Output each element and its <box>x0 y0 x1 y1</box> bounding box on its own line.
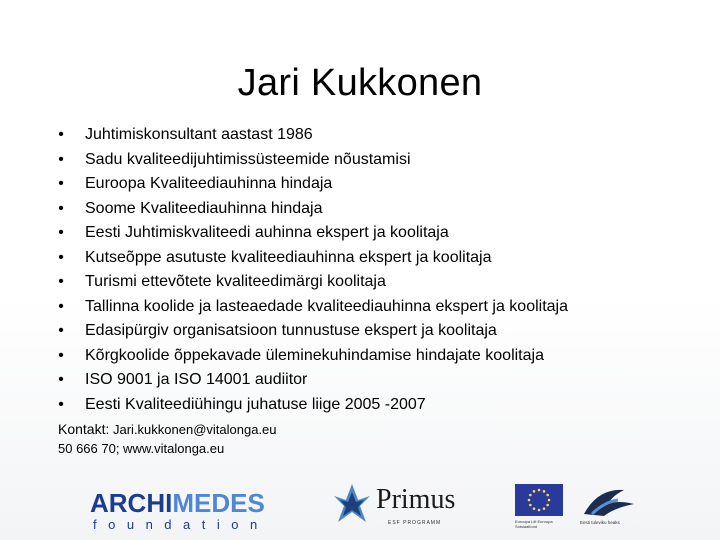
bullet-text: Eesti Juhtimiskvaliteedi auhinna ekspert ja koolitaja <box>85 224 449 241</box>
bullet-glyph: • <box>58 150 64 168</box>
eu-star <box>529 494 532 497</box>
bullet-text: Juhtimiskonsultant aastast 1986 <box>85 126 313 143</box>
eu-caption: Euroopa Liit Euroopa Sotsiaalfond <box>515 519 553 529</box>
bullet-item <box>55 221 568 246</box>
bullet-text: Edasipürgiv organisatsioon tunnustuse ekspert ja koolitaja <box>85 322 497 339</box>
eu-star <box>543 507 546 510</box>
eu-stars <box>515 484 563 516</box>
contact-email[interactable]: Jari.kukkonen@vitalonga.eu <box>113 422 277 437</box>
bullet-item <box>55 344 568 369</box>
bullet-item <box>55 319 568 344</box>
estonia-caption: Eesti tuleviku heaks <box>580 520 620 525</box>
eu-star <box>538 489 541 492</box>
eu-star <box>548 499 551 502</box>
bullet-glyph: • <box>58 371 64 388</box>
bullet-glyph: • <box>58 273 64 290</box>
eu-star <box>543 490 546 493</box>
bullet-item <box>55 197 568 222</box>
bullet-text: Kõrgkoolide õppekavade üleminekuhindamise hindajate koolitaja <box>85 346 544 364</box>
contact-line-2: 50 666 70; www.vitalonga.eu <box>58 441 225 456</box>
primus-name: Primus <box>376 484 456 515</box>
estonia-logo <box>578 484 638 528</box>
bullet-glyph: • <box>58 199 64 217</box>
bullet-glyph: • <box>58 297 64 315</box>
eu-star <box>528 499 531 502</box>
estonia-swallow-icon <box>578 484 638 520</box>
bullet-list <box>55 123 568 417</box>
primus-sub: ESF PROGRAMM <box>388 520 442 526</box>
bullet-item <box>55 148 568 173</box>
bullet-item <box>55 172 568 197</box>
primus-logo <box>332 482 482 530</box>
eu-star <box>529 504 532 507</box>
eu-logo <box>515 484 565 528</box>
bullet-text: ISO 9001 ja ISO 14001 audiitor <box>85 371 308 388</box>
archimedes-logo <box>90 490 300 534</box>
bullet-item <box>55 368 568 393</box>
bullet-glyph: • <box>58 322 64 339</box>
primus-star-icon <box>332 482 372 526</box>
bullet-item <box>55 295 568 320</box>
archimedes-wordmark: ARCHIMEDES <box>90 488 265 518</box>
bullet-glyph: • <box>58 346 64 364</box>
bullet-item <box>55 246 568 271</box>
eu-flag-icon <box>515 484 563 516</box>
bullet-text: Soome Kvaliteediauhinna hindaja <box>85 199 323 217</box>
bullet-glyph: • <box>58 126 64 143</box>
archimedes-sub: foundation <box>93 517 269 532</box>
eu-star <box>538 509 541 512</box>
logo-bar <box>0 476 720 536</box>
bullet-glyph: • <box>58 395 64 413</box>
eu-star <box>546 504 549 507</box>
bullet-glyph: • <box>58 224 64 241</box>
bullet-glyph: • <box>58 175 64 192</box>
bullet-text: Kutseõppe asutuste kvaliteediauhinna ekspert ja koolitaja <box>85 248 492 266</box>
bullet-text: Turismi ettevõtete kvaliteedimärgi koolitaja <box>85 273 386 290</box>
eu-star <box>546 494 549 497</box>
bullet-glyph: • <box>58 248 64 266</box>
bullet-item <box>55 393 568 418</box>
contact-block <box>58 420 277 458</box>
bullet-text: Sadu kvaliteedijuhtimissüsteemide nõustamisi <box>85 150 411 168</box>
bullet-text: Tallinna koolide ja lasteaedade kvaliteediauhinna ekspert ja koolitaja <box>85 297 568 315</box>
slide-title: Jari Kukkonen <box>237 62 483 104</box>
bullet-text: Eesti Kvaliteediühingu juhatuse liige 2005 -2007 <box>85 395 426 413</box>
bullet-item <box>55 270 568 295</box>
bullet-text: Euroopa Kvaliteediauhinna hindaja <box>85 175 333 192</box>
contact-line-1 <box>58 420 277 439</box>
eu-star <box>533 507 536 510</box>
bullet-item <box>55 123 568 148</box>
contact-label: Kontakt: <box>58 421 110 437</box>
eu-star <box>533 490 536 493</box>
